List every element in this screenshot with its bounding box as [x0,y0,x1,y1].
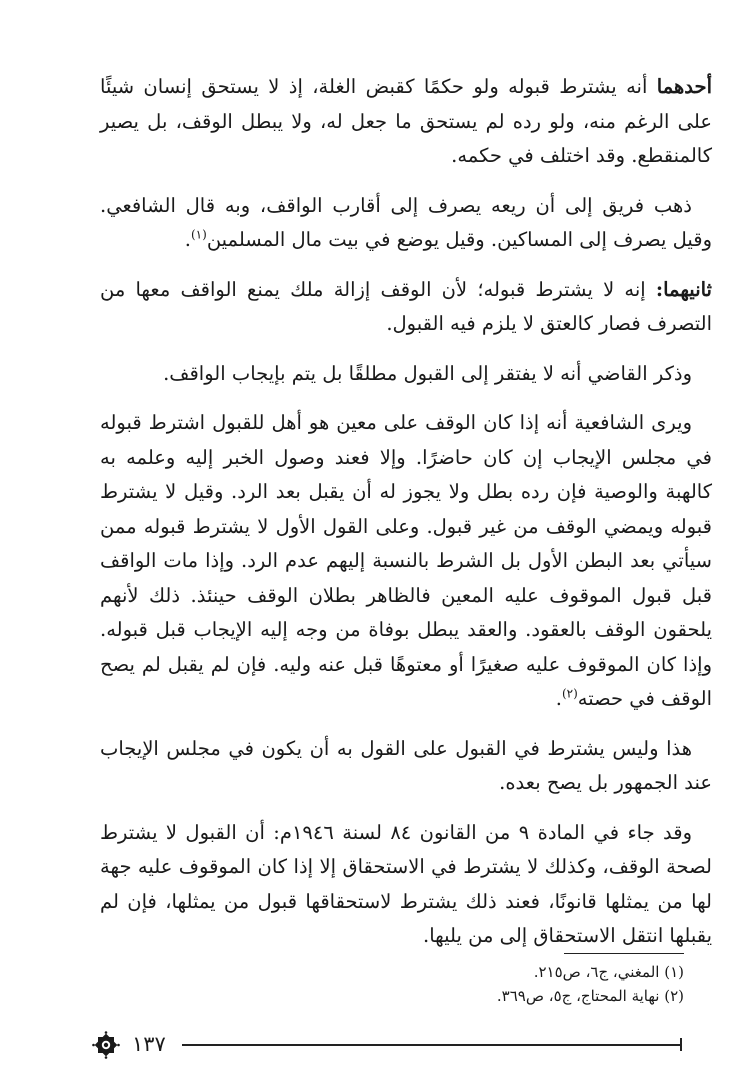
page-number: ١٣٧ [132,1032,166,1056]
paragraph-4-text: وذكر القاضي أنه لا يفتقر إلى القبول مطلقًا بل يتم بإيجاب الواقف. [163,361,692,385]
paragraph-7 [100,816,712,954]
footnotes [84,960,684,1008]
paragraph-3 [100,273,712,342]
paragraph-1-lead: أحدهما [656,75,712,98]
page-body [100,70,712,969]
paragraph-6 [100,732,712,801]
paragraph-1-text: أنه يشترط قبوله ولو حكمًا كقبض الغلة، إذ لا يستحق إنسان شيئًا على الرغم منه، ولو رده لم يستحق ما جعل له، ولا يبطل الوقف، بل يصير كالمنقطع. وقد اختلف في حكمه. [100,75,712,167]
paragraph-5 [100,406,712,717]
page-footer [90,1030,682,1060]
footer-rule-end [680,1038,682,1051]
paragraph-5-text: ويرى الشافعية أنه إذا كان الوقف على معين هو أهل للقبول اشترط قبوله في مجلس الإيجاب إن كان حاضرًا. وإلا فعند وصول الخبر إليه وعلمه به كالهبة والوصية فإن رده بطل ولا يجوز له أن يقبل بعد الرد. وقيل لا يشترط قبوله ويمضي الوقف من غير قبول. وعلى القول الأول لا يشترط قبوله ممن سيأتي بعد البطن الأول بل الشرط بالنسبة إليهم عدم الرد. وإذا مات الواقف قبل قبول الموقوف عليه المعين فالظاهر بطلان الوقف حينئذ. ذلك لأنهم يلحقون الوقف بالعقود. والعقد يبطل بوفاة من وجه إليه الإيجاب قبل قبوله. وإذا كان الموقوف عليه صغيرًا أو معتوهًا قبل عنه وليه. فإن لم يقبل لم يصح الوقف في حصته [100,411,712,710]
footnote-separator [564,953,684,954]
paragraph-3-text: إنه لا يشترط قبوله؛ لأن الوقف إزالة ملك يمنع الواقف معها من التصرف فصار كالعتق لا يلزم فيه القبول. [100,277,712,335]
footnote-marker-1[interactable]: (١) [190,227,207,242]
paragraph-7-text: وقد جاء في المادة ٩ من القانون ٨٤ لسنة ١٩٤٦م: أن القبول لا يشترط لصحة الوقف، وكذلك لا يشترط في الاستحقاق إلا إذا كان الموقوف عليه جهة لها من يمثلها قانونًا، فعند ذلك يشترط لاستحقاقها قبول من يمثلها، فإن لم يقبلها انتقل الاستحقاق إلى من يليها. [100,820,712,947]
footnote-marker-2[interactable]: (٢) [561,686,578,701]
paragraph-4 [100,357,712,392]
footnote-1: (١) المغني، ج٦، ص٢١٥. [533,963,684,981]
paragraph-5-end: . [555,687,562,710]
ornament-icon [92,1031,120,1059]
paragraph-3-lead: ثانيهما: [655,277,712,301]
footnote-2: (٢) نهاية المحتاج، ج٥، ص٣٦٩. [496,987,684,1005]
paragraph-2-text: ذهب فريق إلى أن ريعه يصرف إلى أقارب الواقف، وبه قال الشافعي. وقيل يصرف إلى المساكين. وقيل يوضع في بيت مال المسلمين [100,193,712,251]
footer-rule [182,1044,682,1046]
paragraph-1 [100,70,712,174]
paragraph-2-end: . [184,228,191,251]
paragraph-2 [100,189,712,258]
paragraph-6-text: هذا وليس يشترط في القبول على القول به أن يكون في مجلس الإيجاب عند الجمهور بل يصح بعده. [100,736,712,794]
